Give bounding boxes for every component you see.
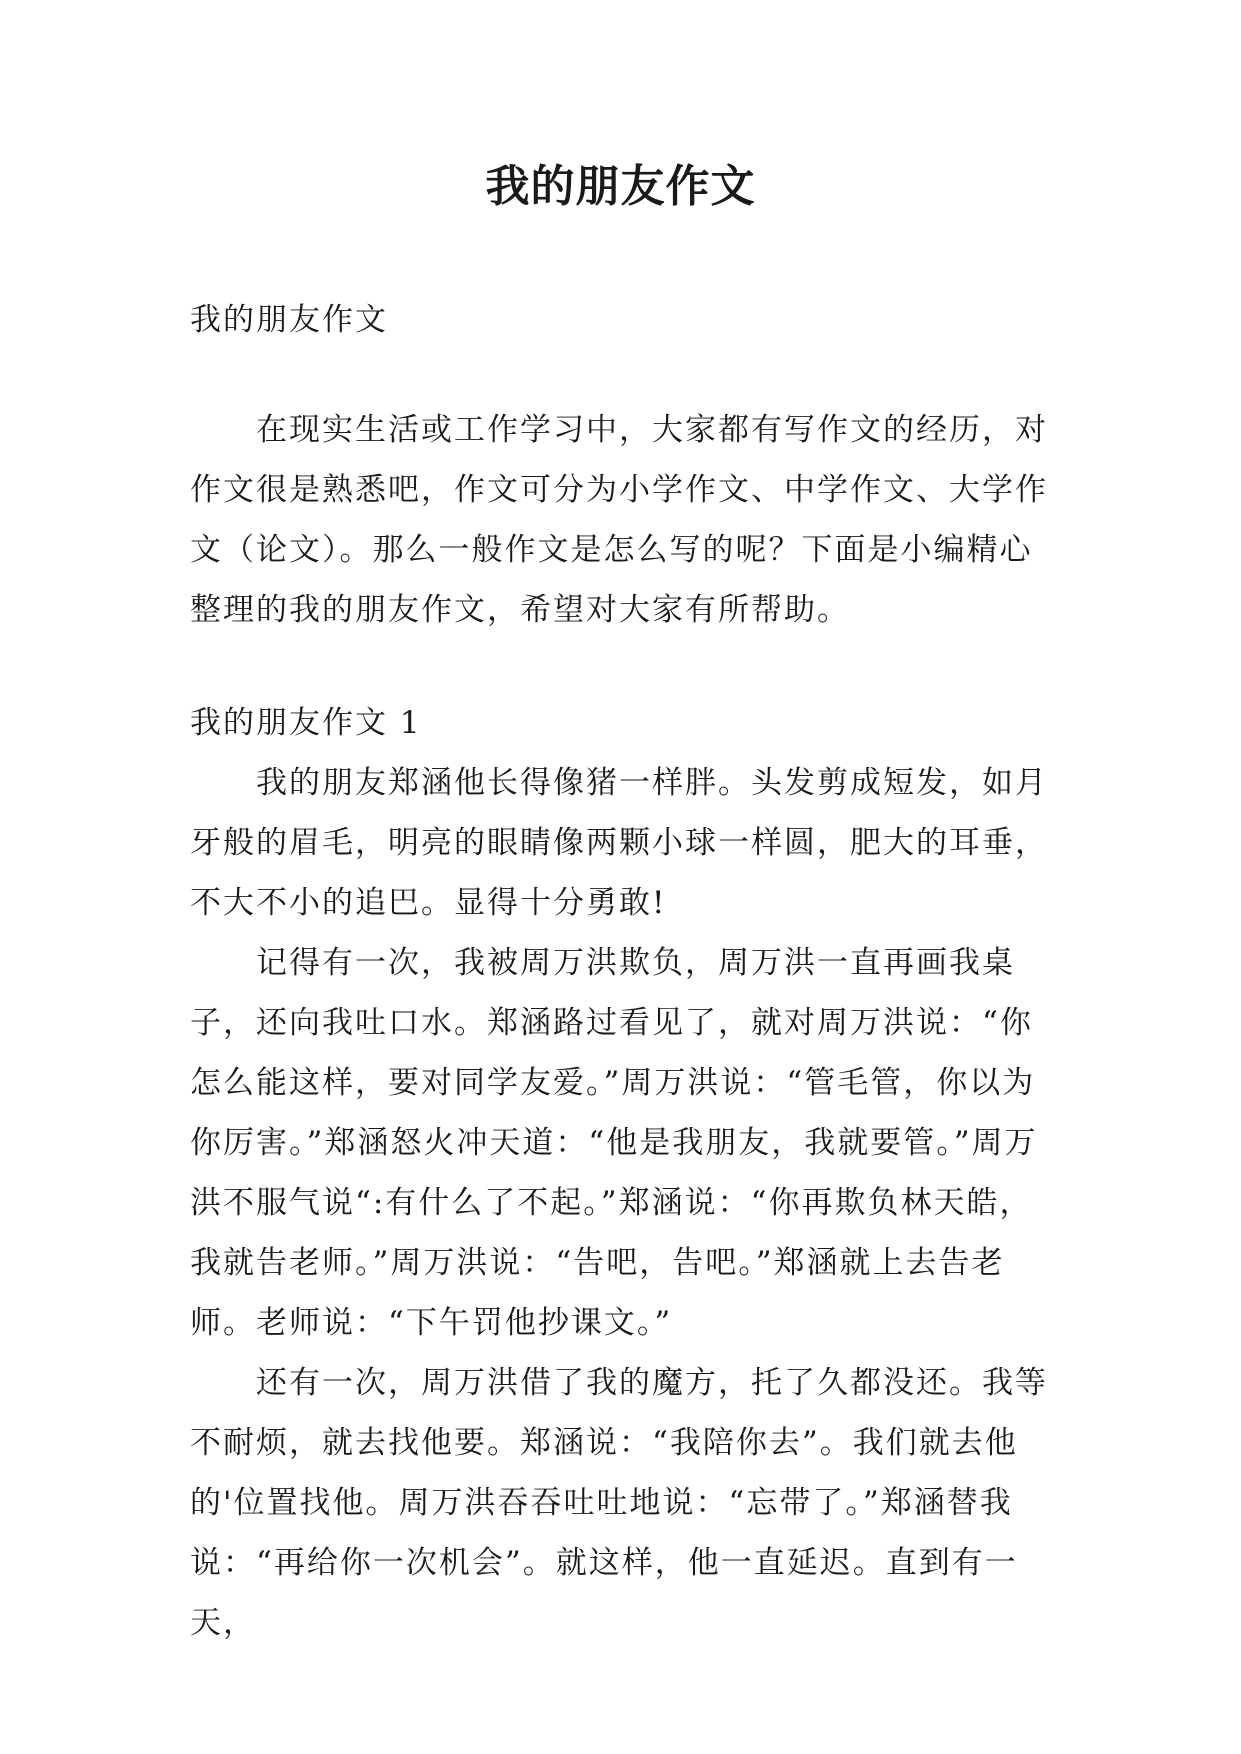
intro-paragraph: 在现实生活或工作学习中，大家都有写作文的经历，对作文很是熟悉吧，作文可分为小学作文、中学作文、大学作文（论文）。那么一般作文是怎么写的呢？下面是小编精心整理的我的朋友作文，希望对大家有所帮助。 (190, 412, 1048, 628)
document-title: 我的朋友作文 (485, 161, 756, 212)
essay-section-1 (190, 693, 1060, 1653)
intro-section (190, 400, 1060, 640)
section-paragraph: 记得有一次，我被周万洪欺负，周万洪一直再画我桌子，还向我吐口水。郑涵路过看见了，就对周万洪说：“你怎么能这样，要对同学友爱。”周万洪说：“管毛管，你以为你厉害。”郑涵怒火冲天道：“他是我朋友，我就要管。”周万洪不服气说“:有什么了不起。”郑涵说：“你再欺负林天皓，我就告老师。”周万洪说：“告吧，告吧。”郑涵就上去告老师。老师说：“下午罚他抄课文。” (190, 945, 1038, 1341)
section-paragraph: 我的朋友郑涵他长得像猪一样胖。头发剪成短发，如月牙般的眉毛，明亮的眼睛像两颗小球一样圆，肥大的耳垂，不大不小的追巴。显得十分勇敢! (190, 765, 1048, 921)
section-paragraph: 还有一次，周万洪借了我的魔方，托了久都没还。我等不耐烦，就去找他要。郑涵说：“我陪你去”。我们就去他的'位置找他。周万洪吞吞吐吐地说：“忘带了。”郑涵替我说：“再给你一次机会”。就这样，他一直延迟。直到有一天， (190, 1365, 1048, 1641)
document-subtitle: 我的朋友作文 (190, 302, 388, 338)
section-heading: 我的朋友作文 1 (190, 705, 422, 741)
